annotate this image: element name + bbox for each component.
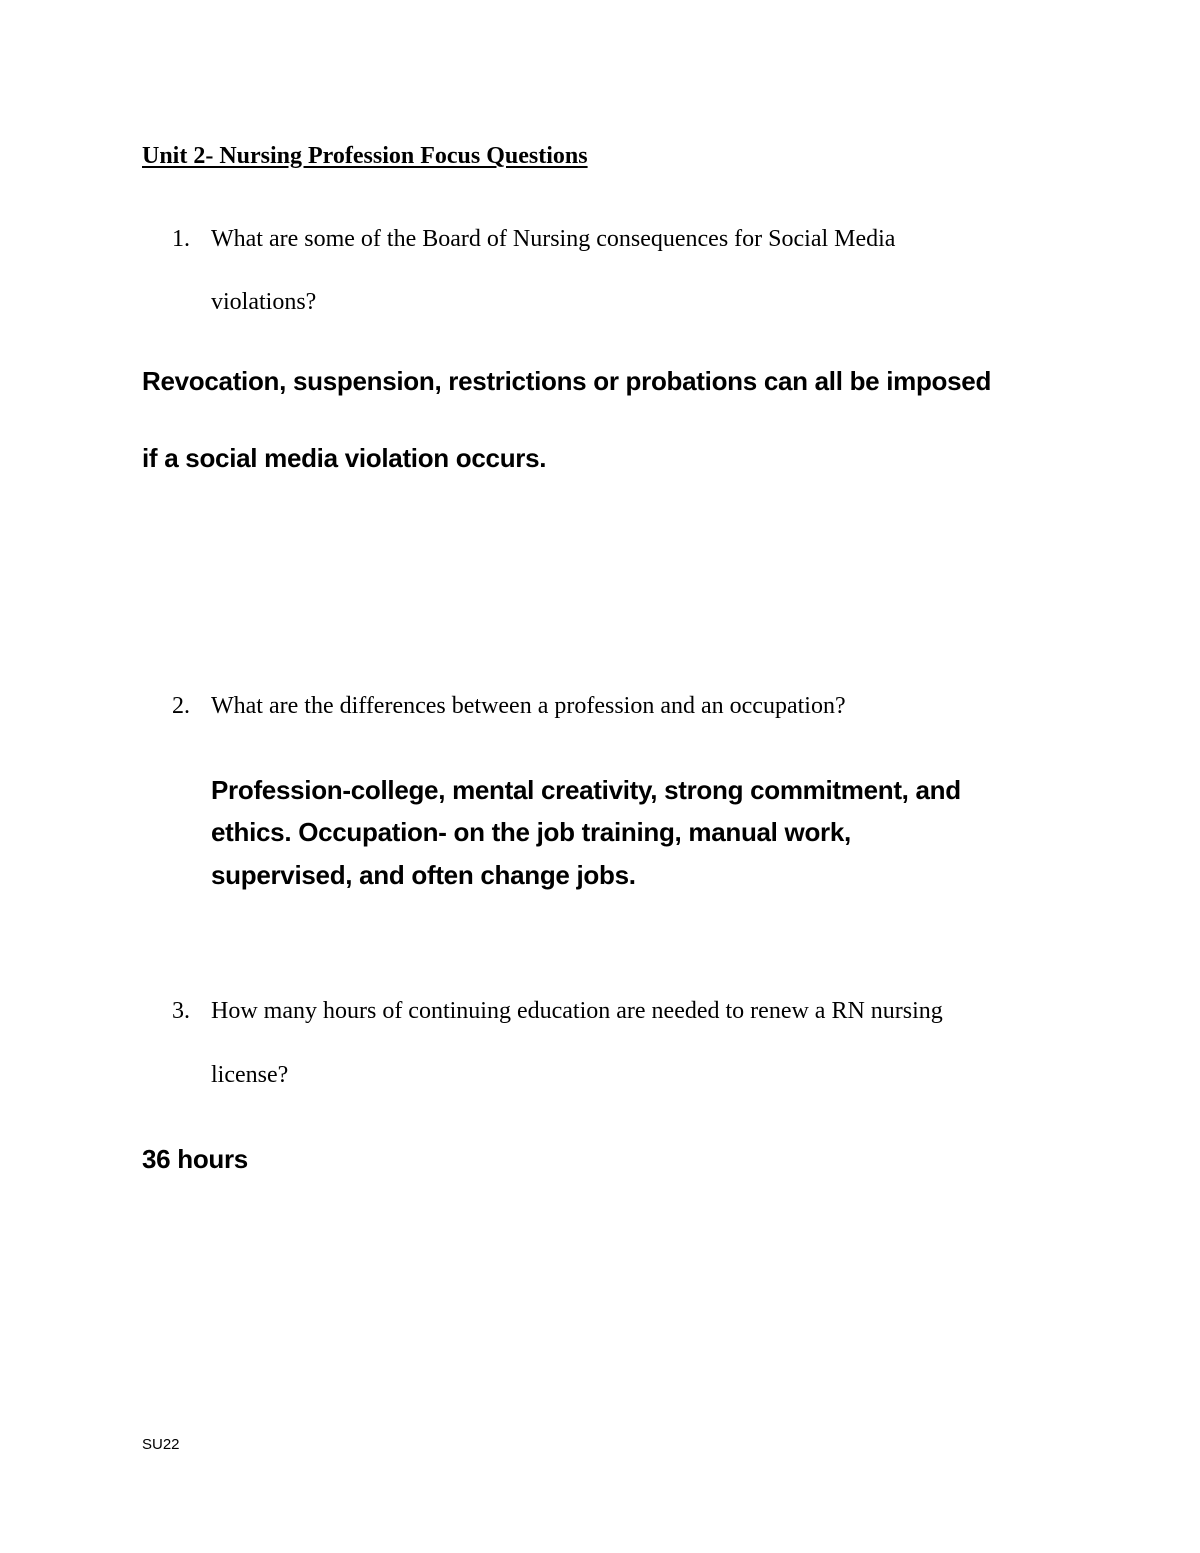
question-3-number: 3. (172, 998, 190, 1024)
answer-1-line-2: if a social media violation occurs. (142, 443, 547, 473)
answer-2-line-3: supervised, and often change jobs. (211, 860, 636, 890)
question-2-line-1: What are the differences between a profession and an occupation? (211, 693, 846, 719)
question-1-number: 1. (172, 226, 190, 252)
answer-1-line-1: Revocation, suspension, restrictions or probations can all be imposed (142, 366, 992, 396)
question-3-line-1: How many hours of continuing education are needed to renew a RN nursing (211, 998, 943, 1024)
answer-3-line-1: 36 hours (142, 1144, 248, 1174)
page-footer: SU22 (142, 1436, 180, 1453)
question-2-number: 2. (172, 693, 190, 719)
question-3-line-2: license? (211, 1062, 289, 1088)
document-title: Unit 2- Nursing Profession Focus Questions (142, 143, 588, 169)
question-1-line-2: violations? (211, 289, 317, 315)
answer-2-line-1: Profession-college, mental creativity, strong commitment, and (211, 775, 961, 805)
answer-2-line-2: ethics. Occupation- on the job training, manual work, (211, 817, 851, 847)
question-1-line-1: What are some of the Board of Nursing consequences for Social Media (211, 226, 896, 252)
